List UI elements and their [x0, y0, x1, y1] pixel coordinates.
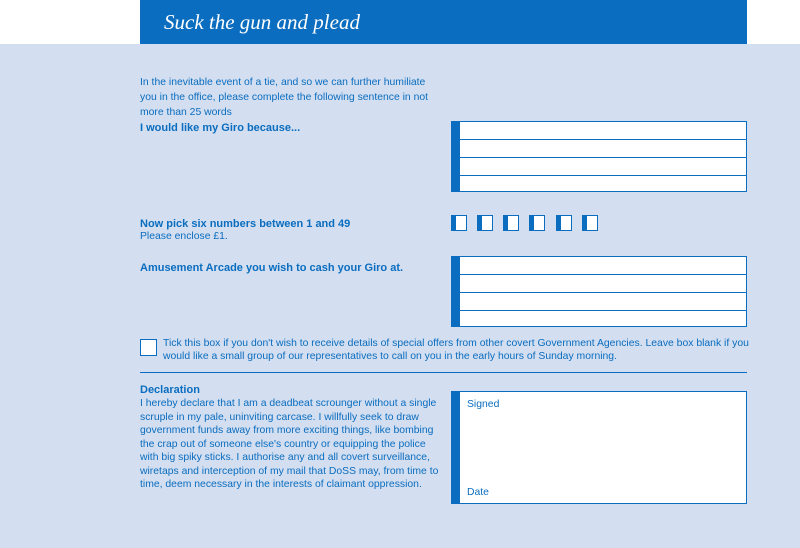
number-box-6[interactable]: [582, 215, 598, 231]
signature-box[interactable]: [451, 391, 747, 504]
arcade-field[interactable]: [451, 256, 747, 327]
arcade-label: Amusement Arcade you wish to cash your Giro at.: [140, 262, 404, 274]
field-line: [460, 139, 746, 140]
top-right-margin: [747, 0, 800, 44]
page-title: Suck the gun and plead: [140, 0, 747, 44]
section-divider: [140, 372, 747, 373]
number-box-4[interactable]: [529, 215, 545, 231]
optout-text: Tick this box if you don't wish to receive details of special offers from other covert Government Agencies. Leave box blank if you would like a small group of our representatives to call on you in the early hours of Sunday morning.: [163, 338, 749, 362]
declaration-body: I hereby declare that I am a deadbeat scrounger without a single scruple in my pale, uninviting carcase. I willfully seek to draw government funds away from more exciting things, like bombing the crap out of someone else's country or equipping the police with big spiky sticks. I authorise any and all covert surveillance, wiretaps and interception of my mail that DoSS may, from time to time, deem necessary in the interests of claimant oppression.: [140, 398, 439, 490]
field-accent-bar: [452, 122, 460, 191]
optout-checkbox[interactable]: [140, 339, 157, 356]
declaration-heading: Declaration: [140, 384, 200, 396]
field-line: [460, 157, 746, 158]
signed-label: Signed: [467, 399, 500, 410]
date-label: Date: [467, 487, 489, 498]
number-box-3[interactable]: [503, 215, 519, 231]
field-line: [460, 310, 746, 311]
field-line: [460, 292, 746, 293]
giro-reason-label: I would like my Giro because...: [140, 122, 301, 134]
intro-text: In the inevitable event of a tie, and so we can further humiliate you in the office, please complete the following sentence in not more than 25 words: [140, 77, 429, 118]
field-line: [460, 274, 746, 275]
field-line: [460, 175, 746, 176]
field-accent-bar: [452, 257, 460, 326]
numbers-note: Please enclose £1.: [140, 231, 228, 242]
number-box-2[interactable]: [477, 215, 493, 231]
number-box-1[interactable]: [451, 215, 467, 231]
field-accent-bar: [452, 392, 460, 503]
numbers-label: Now pick six numbers between 1 and 49: [140, 218, 351, 230]
giro-reason-field[interactable]: [451, 121, 747, 192]
top-left-margin: [0, 0, 140, 44]
number-box-5[interactable]: [556, 215, 572, 231]
